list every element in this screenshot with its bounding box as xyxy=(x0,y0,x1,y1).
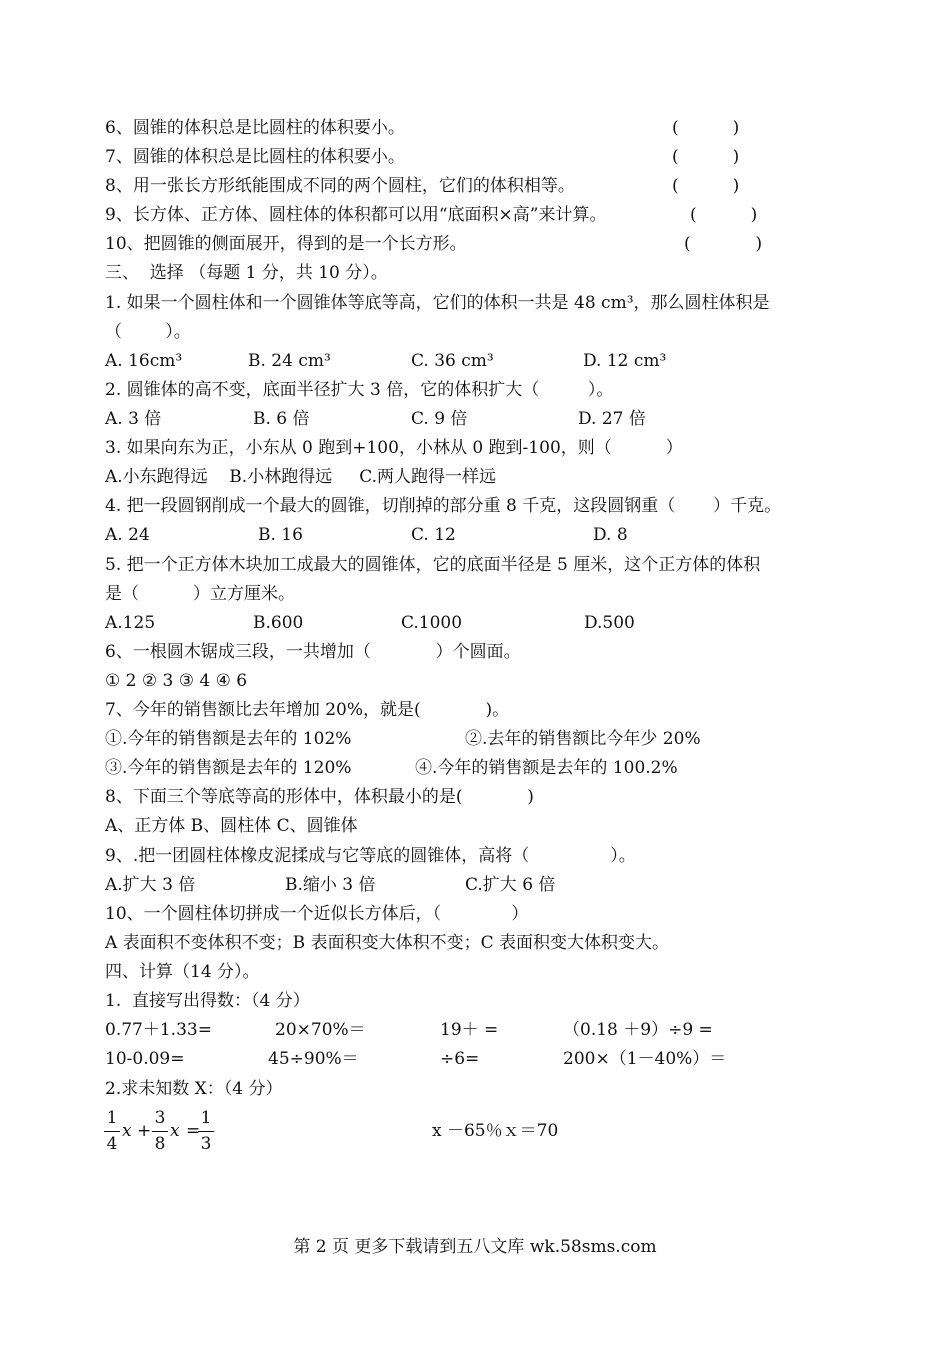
calc1-title: 1. 直接写出得数：（4 分） xyxy=(105,991,310,1011)
judge-item-7: 7、圆锥的体积总是比圆柱的体积要小。 xyxy=(105,147,405,167)
judge-item-6: 6、圆锥的体积总是比圆柱的体积要小。 xyxy=(105,118,405,138)
q9-option-a[interactable]: A.扩大 3 倍 xyxy=(105,875,196,895)
frac3-denominator: 3 xyxy=(200,1134,212,1154)
q7-option-4[interactable]: ④.今年的销售额是去年的 100.2% xyxy=(415,758,678,778)
frac3-numerator: 1 xyxy=(200,1108,212,1128)
q1-option-b[interactable]: B. 24 cm³ xyxy=(248,351,331,371)
section-3-heading: 三、 选择 （每题 1 分，共 10 分）。 xyxy=(105,263,388,283)
q8-line: 8、下面三个等底等高的形体中，体积最小的是( ) xyxy=(105,787,534,807)
calc1-r1-c3: 19＋ = xyxy=(440,1020,499,1040)
frac1-numerator: 1 xyxy=(106,1108,118,1128)
q2-option-a[interactable]: A. 3 倍 xyxy=(105,409,162,429)
q7-option-3[interactable]: ③.今年的销售额是去年的 120% xyxy=(105,758,352,778)
q6-options[interactable]: ① 2 ② 3 ③ 4 ④ 6 xyxy=(105,671,248,691)
judge-paren-10[interactable]: ( ) xyxy=(684,234,763,254)
q4-option-d[interactable]: D. 8 xyxy=(593,525,628,545)
q7-line: 7、今年的销售额比去年增加 20%，就是( )。 xyxy=(105,700,510,720)
judge-paren-8[interactable]: ( ) xyxy=(672,176,740,196)
q2-option-b[interactable]: B. 6 倍 xyxy=(253,409,310,429)
q6-line: 6、一根圆木锯成三段，一共增加（ ）个圆面。 xyxy=(105,642,521,662)
judge-item-10: 10、把圆锥的侧面展开，得到的是一个长方形。 xyxy=(105,234,467,254)
calc1-r1-c4: （0.18 ＋9）÷9 = xyxy=(563,1020,713,1040)
q5-line1: 5. 把一个正方体木块加工成最大的圆锥体，它的底面半径是 5 厘米，这个正方体的体积 xyxy=(105,555,761,575)
q7-option-1[interactable]: ①.今年的销售额是去年的 102% xyxy=(105,729,352,749)
frac1-bar xyxy=(104,1131,120,1132)
judge-item-8: 8、用一张长方形纸能围成不同的两个圆柱，它们的体积相等。 xyxy=(105,176,575,196)
frac1-denominator: 4 xyxy=(106,1134,118,1154)
section-4-heading: 四、计算（14 分）。 xyxy=(105,962,260,982)
q10-options[interactable]: A 表面积不变体积不变；B 表面积变大体积不变；C 表面积变大体积变大。 xyxy=(105,933,669,953)
calc1-r2-c1: 10-0.09= xyxy=(105,1049,185,1069)
q9-line: 9、.把一团圆柱体橡皮泥揉成与它等底的圆锥体，高将（ ）。 xyxy=(105,846,636,866)
q1-option-c[interactable]: C. 36 cm³ xyxy=(411,351,494,371)
frac2-numerator: 3 xyxy=(154,1108,166,1128)
judge-item-9: 9、长方体、正方体、圆柱体的体积都可以用“底面积×高”来计算。 xyxy=(105,205,607,225)
q1-option-a[interactable]: A. 16cm³ xyxy=(105,351,183,371)
q9-option-b[interactable]: B.缩小 3 倍 xyxy=(285,875,376,895)
q8-options[interactable]: A、正方体 B、圆柱体 C、圆锥体 xyxy=(105,816,358,836)
frac2-bar xyxy=(152,1131,168,1132)
q4-line: 4. 把一段圆钢削成一个最大的圆锥，切削掉的部分重 8 千克，这段圆钢重（ ）千克。 xyxy=(105,496,782,516)
calc1-r2-c4: 200×（1－40%）＝ xyxy=(563,1049,727,1069)
judge-paren-9[interactable]: ( ) xyxy=(690,205,758,225)
q4-option-b[interactable]: B. 16 xyxy=(258,525,303,545)
page-footer: 第 2 页 更多下载请到五八文库 wk.58sms.com xyxy=(293,1237,657,1257)
q2-line: 2. 圆锥体的高不变，底面半径扩大 3 倍，它的体积扩大（ ）。 xyxy=(105,380,614,400)
calc2-title: 2.求未知数 X：（4 分） xyxy=(105,1079,283,1099)
eq1-x2: x xyxy=(170,1121,180,1141)
q1-option-d[interactable]: D. 12 cm³ xyxy=(583,351,667,371)
calc1-r2-c3: ÷6= xyxy=(440,1049,480,1069)
q10-line: 10、一个圆柱体切拼成一个近似长方体后，（ ） xyxy=(105,904,529,924)
q5-line2: 是（ ）立方厘米。 xyxy=(105,584,296,604)
q3-options[interactable]: A.小东跑得远 B.小林跑得远 C.两人跑得一样远 xyxy=(105,467,497,487)
q5-option-d[interactable]: D.500 xyxy=(584,613,635,633)
q4-option-a[interactable]: A. 24 xyxy=(105,525,150,545)
calc1-r1-c2: 20×70%＝ xyxy=(275,1020,366,1040)
eq1-plus: + xyxy=(137,1121,152,1141)
q5-option-a[interactable]: A.125 xyxy=(105,613,156,633)
calc1-r1-c1: 0.77＋1.33= xyxy=(105,1020,212,1040)
q4-option-c[interactable]: C. 12 xyxy=(411,525,456,545)
q1-line1: 1. 如果一个圆柱体和一个圆锥体等底等高，它们的体积一共是 48 cm³，那么圆柱体积是 xyxy=(105,293,770,313)
eq1-equals: = xyxy=(186,1121,201,1141)
q9-option-c[interactable]: C.扩大 6 倍 xyxy=(465,875,556,895)
q7-option-2[interactable]: ②.去年的销售额比今年少 20% xyxy=(465,729,701,749)
judge-paren-6[interactable]: ( ) xyxy=(672,118,740,138)
frac2-denominator: 8 xyxy=(154,1134,166,1154)
q1-line2: （ ）。 xyxy=(105,322,191,342)
judge-paren-7[interactable]: ( ) xyxy=(672,147,740,167)
q3-line: 3. 如果向东为正，小东从 0 跑到+100，小林从 0 跑到-100，则（ ） xyxy=(105,438,683,458)
calc1-r2-c2: 45÷90%＝ xyxy=(268,1049,359,1069)
q2-option-c[interactable]: C. 9 倍 xyxy=(411,409,468,429)
eq1-x1: x xyxy=(122,1121,132,1141)
q5-option-b[interactable]: B.600 xyxy=(253,613,304,633)
q2-option-d[interactable]: D. 27 倍 xyxy=(578,409,646,429)
equation-2: x －65％ｘ＝70 xyxy=(432,1121,559,1141)
frac3-bar xyxy=(198,1131,214,1132)
q5-option-c[interactable]: C.1000 xyxy=(401,613,463,633)
